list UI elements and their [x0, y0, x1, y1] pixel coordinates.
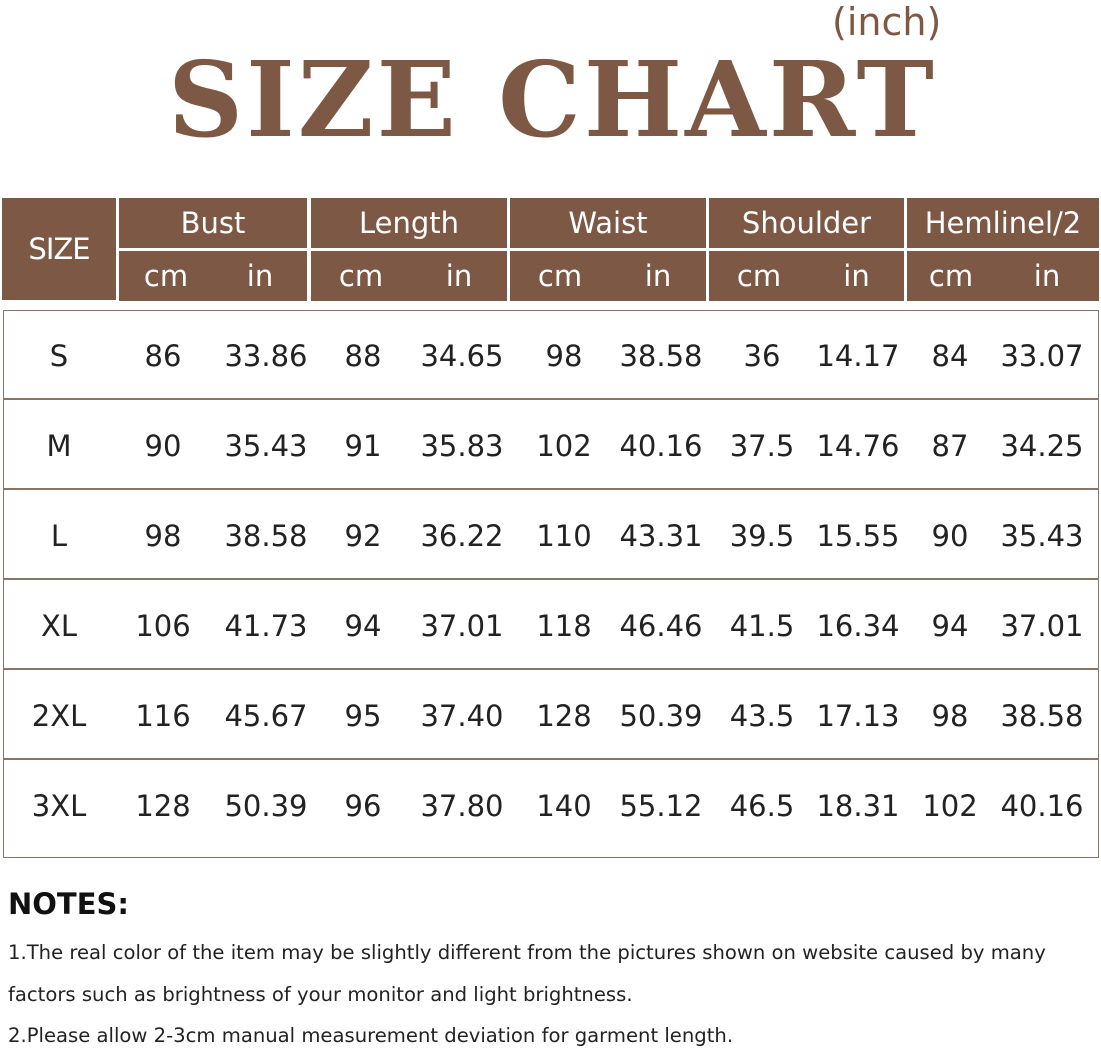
- shoulder-cm-cell: 39.5: [729, 519, 795, 553]
- size-cell: L: [50, 519, 68, 553]
- waist-in-cell: 46.46: [619, 609, 703, 643]
- length-in-cell: 35.83: [420, 429, 504, 463]
- shoulder-header: Shoulder: [709, 198, 904, 248]
- unit-note: (inch): [832, 0, 942, 44]
- table-row: [4, 581, 1098, 671]
- length-cm-header: cm: [311, 251, 411, 301]
- note-line: factors such as brightness of your monitor and light brightness.: [8, 983, 633, 1006]
- table-row: [4, 401, 1098, 491]
- length-cm-cell: 96: [344, 789, 382, 823]
- hemline-cm-cell: 98: [931, 699, 969, 733]
- bust-cm-header: cm: [119, 251, 213, 301]
- hemline-cm-cell: 87: [931, 429, 969, 463]
- bust-in-cell: 38.58: [224, 519, 308, 553]
- waist-in-cell: 55.12: [619, 789, 703, 823]
- length-in-header: in: [411, 251, 507, 301]
- hemline-in-cell: 34.25: [1000, 429, 1084, 463]
- bust-in-header: in: [213, 251, 307, 301]
- size-column-header: SIZE: [2, 198, 116, 300]
- row-divider: [4, 398, 1098, 400]
- waist-cm-cell: 102: [536, 429, 592, 463]
- length-cm-cell: 95: [344, 699, 382, 733]
- size-cell: 2XL: [31, 699, 87, 733]
- hemline-in-header: in: [995, 251, 1099, 301]
- length-in-cell: 34.65: [420, 339, 504, 373]
- bust-cm-cell: 90: [144, 429, 182, 463]
- hemline-header: Hemlinel/2: [907, 198, 1099, 248]
- page-title: SIZE CHART: [168, 38, 937, 161]
- note-line: 2.Please allow 2-3cm manual measurement deviation for garment length.: [8, 1024, 734, 1047]
- shoulder-in-cell: 15.55: [816, 519, 900, 553]
- hemline-in-cell: 37.01: [1000, 609, 1084, 643]
- waist-header: Waist: [510, 198, 706, 248]
- waist-in-cell: 43.31: [619, 519, 703, 553]
- hemline-in-cell: 38.58: [1000, 699, 1084, 733]
- shoulder-in-cell: 18.31: [816, 789, 900, 823]
- waist-cm-cell: 140: [536, 789, 592, 823]
- table-row: [4, 761, 1098, 851]
- shoulder-cm-header: cm: [709, 251, 809, 301]
- hemline-in-cell: 40.16: [1000, 789, 1084, 823]
- table-row: [4, 311, 1098, 401]
- hemline-in-cell: 35.43: [1000, 519, 1084, 553]
- size-cell: 3XL: [31, 789, 87, 823]
- waist-in-cell: 40.16: [619, 429, 703, 463]
- waist-cm-cell: 110: [536, 519, 592, 553]
- length-in-cell: 36.22: [420, 519, 504, 553]
- length-in-cell: 37.40: [420, 699, 504, 733]
- shoulder-cm-cell: 36: [743, 339, 781, 373]
- bust-cm-cell: 106: [135, 609, 191, 643]
- waist-in-cell: 50.39: [619, 699, 703, 733]
- hemline-cm-header: cm: [907, 251, 995, 301]
- row-divider: [4, 578, 1098, 580]
- bust-in-cell: 45.67: [224, 699, 308, 733]
- waist-in-header: in: [610, 251, 706, 301]
- note-line: 1.The real color of the item may be slightly different from the pictures shown on website caused by many: [8, 941, 1046, 964]
- shoulder-cm-cell: 46.5: [729, 789, 795, 823]
- row-divider: [4, 488, 1098, 490]
- row-divider: [4, 758, 1098, 760]
- waist-in-cell: 38.58: [619, 339, 703, 373]
- size-cell: S: [49, 339, 69, 373]
- table-row: [4, 671, 1098, 761]
- length-header: Length: [311, 198, 507, 248]
- size-cell: M: [46, 429, 72, 463]
- shoulder-in-cell: 16.34: [816, 609, 900, 643]
- bust-cm-cell: 128: [135, 789, 191, 823]
- waist-cm-header: cm: [510, 251, 610, 301]
- shoulder-cm-cell: 41.5: [729, 609, 795, 643]
- bust-in-cell: 33.86: [224, 339, 308, 373]
- length-in-cell: 37.80: [420, 789, 504, 823]
- shoulder-in-header: in: [809, 251, 904, 301]
- hemline-cm-cell: 84: [931, 339, 969, 373]
- shoulder-cm-cell: 37.5: [729, 429, 795, 463]
- waist-cm-cell: 118: [536, 609, 592, 643]
- bust-cm-cell: 98: [144, 519, 182, 553]
- bust-cm-cell: 116: [135, 699, 191, 733]
- waist-cm-cell: 128: [536, 699, 592, 733]
- row-divider: [4, 668, 1098, 670]
- waist-cm-cell: 98: [545, 339, 583, 373]
- notes-title: NOTES:: [8, 887, 129, 921]
- shoulder-in-cell: 14.17: [816, 339, 900, 373]
- bust-in-cell: 50.39: [224, 789, 308, 823]
- table-row: [4, 491, 1098, 581]
- length-cm-cell: 91: [344, 429, 382, 463]
- length-in-cell: 37.01: [420, 609, 504, 643]
- hemline-in-cell: 33.07: [1000, 339, 1084, 373]
- bust-cm-cell: 86: [144, 339, 182, 373]
- shoulder-in-cell: 14.76: [816, 429, 900, 463]
- size-cell: XL: [40, 609, 78, 643]
- hemline-cm-cell: 90: [931, 519, 969, 553]
- shoulder-in-cell: 17.13: [816, 699, 900, 733]
- size-table-body: [3, 310, 1099, 858]
- bust-in-cell: 35.43: [224, 429, 308, 463]
- shoulder-cm-cell: 43.5: [729, 699, 795, 733]
- bust-header: Bust: [119, 198, 307, 248]
- length-cm-cell: 88: [344, 339, 382, 373]
- length-cm-cell: 94: [344, 609, 382, 643]
- length-cm-cell: 92: [344, 519, 382, 553]
- bust-in-cell: 41.73: [224, 609, 308, 643]
- hemline-cm-cell: 94: [931, 609, 969, 643]
- hemline-cm-cell: 102: [922, 789, 978, 823]
